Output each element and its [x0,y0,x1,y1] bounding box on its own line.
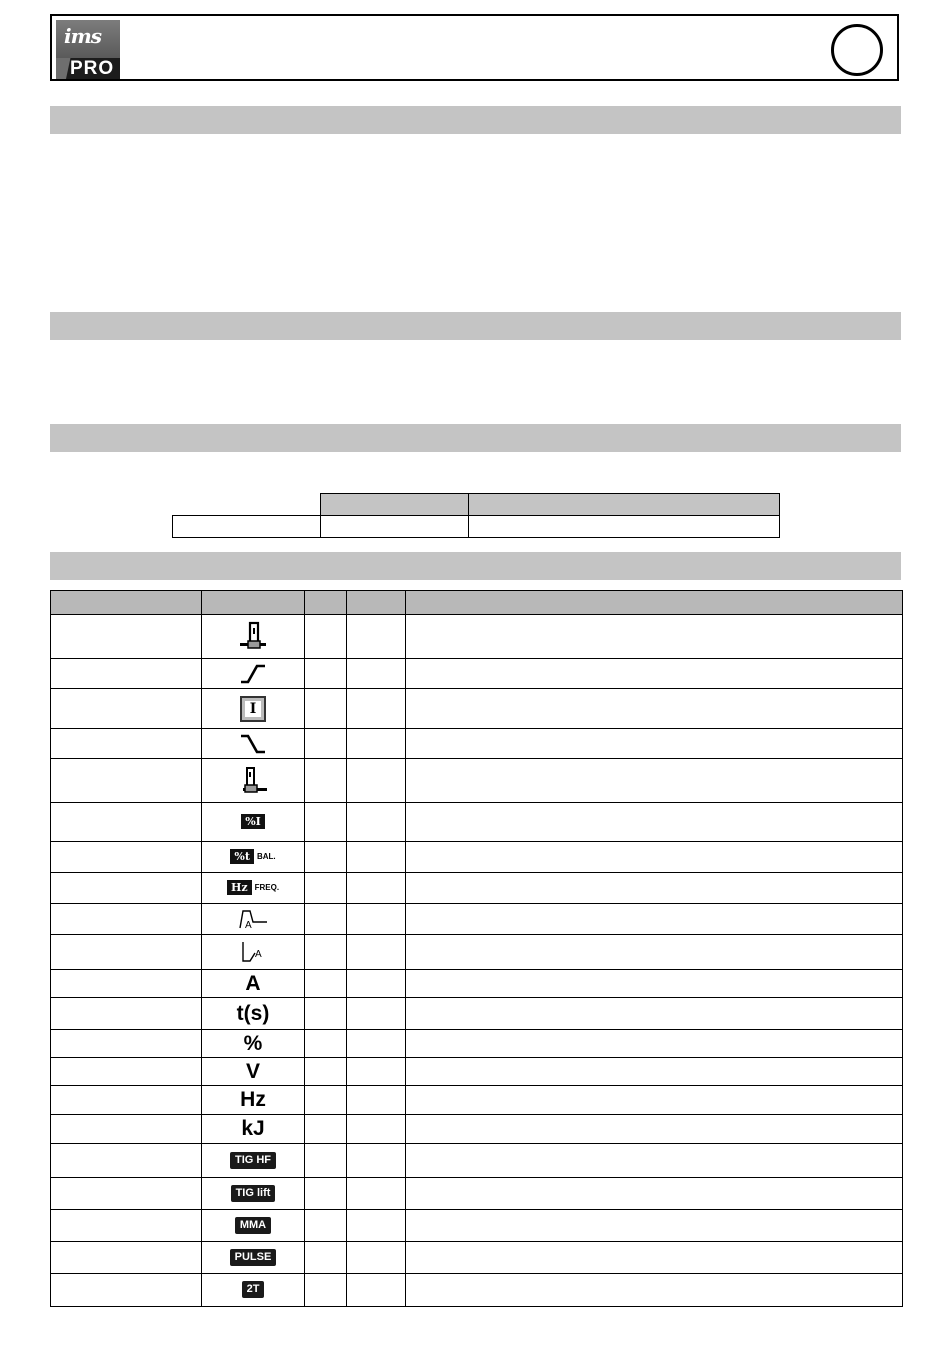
downslope-icon [239,735,267,752]
small-table [172,493,780,538]
arc-force-icon [239,943,267,960]
language-circle [831,24,883,76]
cold-current-icon: %I [241,813,265,830]
post-gas-icon [238,772,268,789]
hertz-unit-icon: Hz [240,1088,266,1111]
table-row [51,970,903,998]
svg-text:A: A [255,949,262,960]
table-row [51,1274,903,1307]
icons-table [50,590,903,1307]
frequency-icon: Hz FREQ. [227,879,279,896]
2t-icon: 2T [242,1281,265,1298]
tig-hf-icon: TIG HF [230,1152,276,1169]
kilojoule-unit-icon: kJ [241,1117,265,1140]
volt-unit-icon: V [245,1059,260,1083]
hot-start-icon [238,910,268,930]
table-row [51,904,903,935]
percent-unit-icon: % [243,1031,263,1055]
table-row [51,759,903,803]
table-row [51,1178,903,1210]
table-row [51,1242,903,1274]
table-header-row [51,591,903,615]
table-row [51,1210,903,1242]
table-row [51,729,903,759]
table-row [51,1058,903,1086]
table-row [51,1086,903,1115]
welding-current-icon: I [240,696,266,722]
section-bar-3 [50,424,901,452]
pre-gas-icon [238,628,268,645]
table-row [51,842,903,873]
section-bar-4 [50,552,901,580]
table-row [51,998,903,1030]
table-row [51,689,903,729]
table-row [51,935,903,970]
balance-icon: %t BAL. [230,848,275,865]
pulse-icon: PULSE [230,1249,277,1266]
upslope-icon [239,665,267,682]
table-row [51,659,903,689]
mma-icon: MMA [235,1217,271,1234]
section-bar-1 [50,106,901,134]
tig-lift-icon: TIG lift [231,1185,276,1202]
ims-pro-logo: ims PRO [56,20,120,79]
table-row [51,803,903,842]
table-row [51,1144,903,1178]
ampere-unit-icon: A [245,971,261,995]
section-bar-2 [50,312,901,340]
page-header [50,14,899,81]
table-row [51,1115,903,1144]
table-row [51,873,903,904]
svg-text:A: A [245,920,252,930]
table-row [51,615,903,659]
table-row [51,1030,903,1058]
seconds-unit-icon: t(s) [236,1001,270,1025]
